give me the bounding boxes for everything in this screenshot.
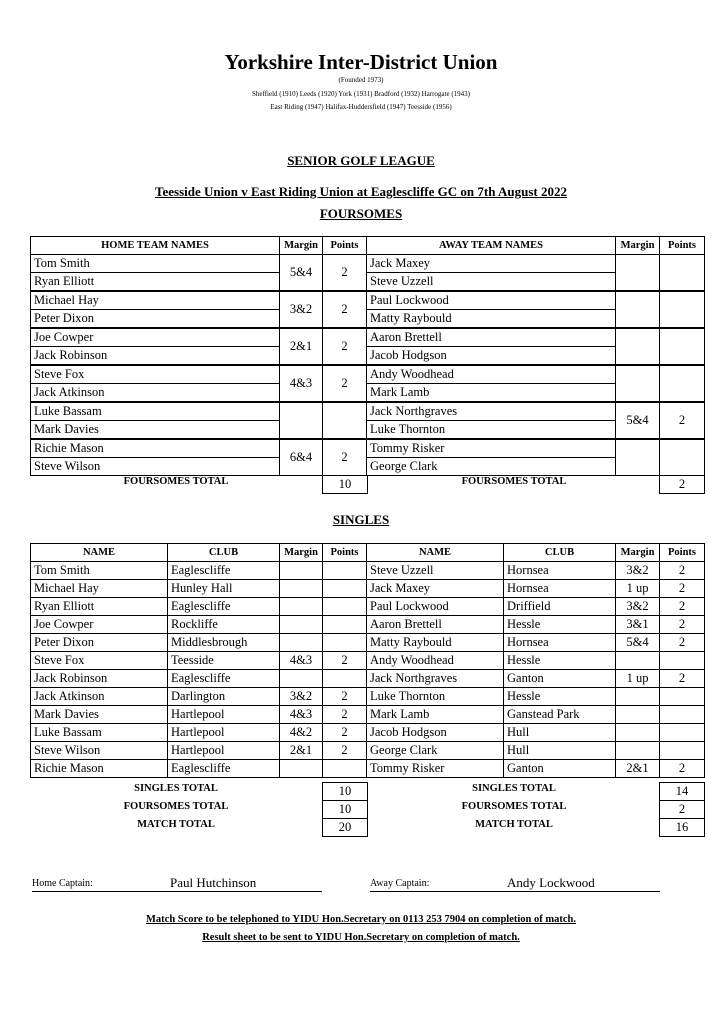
- home-margin: 3&2: [280, 688, 323, 706]
- foursome-pair-row: [31, 365, 705, 384]
- foursomes-total-label: FOURSOMES TOTAL: [123, 801, 229, 812]
- home-points: [323, 616, 367, 634]
- home-player-name: Luke Bassam: [31, 724, 168, 742]
- home-player-name: Michael Hay: [31, 580, 168, 598]
- singles-total-label: SINGLES TOTAL: [134, 783, 218, 794]
- foursome-pair-row-second: [31, 421, 705, 440]
- home-player-club: Hartlepool: [168, 724, 280, 742]
- away-margin: [616, 742, 660, 760]
- singles-match-row: [31, 562, 705, 580]
- header-margin: Margin: [280, 544, 323, 562]
- foursome-pair-row-second: [31, 273, 705, 292]
- away-points: [660, 439, 705, 476]
- header-club: CLUB: [504, 544, 616, 562]
- away-points: 2: [660, 562, 705, 580]
- header-home-team: HOME TEAM NAMES: [31, 237, 280, 255]
- page-title: Yorkshire Inter-District Union: [224, 50, 498, 74]
- away-player-club: Ganstead Park: [504, 706, 616, 724]
- away-player-name: George Clark: [367, 742, 504, 760]
- home-points: 2: [323, 724, 367, 742]
- away-margin: [616, 652, 660, 670]
- home-points: [323, 634, 367, 652]
- away-margin: 2&1: [616, 760, 660, 778]
- home-player-2: Steve Wilson: [31, 458, 280, 476]
- foursome-pair-row: [31, 291, 705, 310]
- away-margin: [616, 706, 660, 724]
- away-player-name: Jack Northgraves: [367, 670, 504, 688]
- singles-match-row: [31, 670, 705, 688]
- header-name: NAME: [31, 544, 168, 562]
- footer-result-note: Result sheet to be sent to YIDU Hon.Secretary on completion of match.: [202, 932, 520, 943]
- home-points: 2: [323, 328, 367, 365]
- away-player-club: Hornsea: [504, 580, 616, 598]
- away-margin: [616, 255, 660, 292]
- away-player-2: Jacob Hodgson: [367, 347, 616, 366]
- away-foursomes-total: 2: [659, 475, 705, 494]
- league-heading: SENIOR GOLF LEAGUE: [287, 153, 435, 168]
- away-player-club: Hornsea: [504, 562, 616, 580]
- home-points: [323, 670, 367, 688]
- foursome-pair-row: [31, 402, 705, 421]
- away-player-2: Matty Raybould: [367, 310, 616, 329]
- match-total-label: MATCH TOTAL: [475, 819, 553, 830]
- singles-match-row: [31, 652, 705, 670]
- singles-match-row: [31, 742, 705, 760]
- home-points: 2: [323, 742, 367, 760]
- singles-match-row: [31, 598, 705, 616]
- away-player-name: Aaron Brettell: [367, 616, 504, 634]
- singles-match-row: [31, 760, 705, 778]
- home-player-name: Peter Dixon: [31, 634, 168, 652]
- home-player-club: Darlington: [168, 688, 280, 706]
- home-margin: [280, 760, 323, 778]
- away-margin: 3&1: [616, 616, 660, 634]
- away-player-1: Tommy Risker: [367, 439, 616, 458]
- header-margin: Margin: [280, 237, 323, 255]
- home-player-club: Eaglescliffe: [168, 670, 280, 688]
- header-away-team: AWAY TEAM NAMES: [367, 237, 616, 255]
- home-margin: 2&1: [280, 328, 323, 365]
- away-margin: [616, 688, 660, 706]
- home-player-club: Middlesbrough: [168, 634, 280, 652]
- foursome-pair-row: [31, 255, 705, 273]
- singles-match-row: [31, 616, 705, 634]
- away-player-2: Luke Thornton: [367, 421, 616, 440]
- home-player-1: Joe Cowper: [31, 328, 280, 347]
- away-captain-name: Andy Lockwood: [507, 875, 595, 890]
- away-player-name: Tommy Risker: [367, 760, 504, 778]
- home-margin: 6&4: [280, 439, 323, 476]
- away-points: 2: [660, 670, 705, 688]
- home-points: [323, 760, 367, 778]
- away-player-name: Luke Thornton: [367, 688, 504, 706]
- singles-table: [30, 543, 705, 778]
- home-player-2: Jack Atkinson: [31, 384, 280, 403]
- home-player-club: Teesside: [168, 652, 280, 670]
- home-player-name: Mark Davies: [31, 706, 168, 724]
- away-points: 2: [660, 580, 705, 598]
- away-player-name: Matty Raybould: [367, 634, 504, 652]
- header-name: NAME: [367, 544, 504, 562]
- home-player-1: Tom Smith: [31, 255, 280, 273]
- home-player-name: Steve Wilson: [31, 742, 168, 760]
- home-points: 2: [323, 652, 367, 670]
- home-player-1: Michael Hay: [31, 291, 280, 310]
- home-margin: 4&3: [280, 706, 323, 724]
- away-player-club: Ganton: [504, 670, 616, 688]
- away-margin: 1 up: [616, 670, 660, 688]
- away-points: [660, 255, 705, 292]
- away-player-2: Mark Lamb: [367, 384, 616, 403]
- home-captain-line: [32, 891, 322, 892]
- home-player-1: Steve Fox: [31, 365, 280, 384]
- away-margin: 3&2: [616, 598, 660, 616]
- away-points: [660, 291, 705, 328]
- singles-match-row: [31, 706, 705, 724]
- home-points: [323, 562, 367, 580]
- away-points: [660, 706, 705, 724]
- home-player-name: Richie Mason: [31, 760, 168, 778]
- singles-match-row: [31, 724, 705, 742]
- foursomes-total-label: FOURSOMES TOTAL: [123, 476, 229, 487]
- home-margin: [280, 402, 323, 439]
- home-captain-name: Paul Hutchinson: [170, 875, 257, 890]
- home-player-name: Steve Fox: [31, 652, 168, 670]
- singles-total-label: SINGLES TOTAL: [472, 783, 556, 794]
- foursome-pair-row-second: [31, 384, 705, 403]
- away-points: [660, 652, 705, 670]
- away-margin: [616, 724, 660, 742]
- home-points: [323, 402, 367, 439]
- away-player-name: Andy Woodhead: [367, 652, 504, 670]
- home-player-1: Richie Mason: [31, 439, 280, 458]
- away-points: [660, 688, 705, 706]
- home-player-name: Ryan Elliott: [31, 598, 168, 616]
- foursomes-table: [30, 236, 705, 476]
- away-player-2: Steve Uzzell: [367, 273, 616, 292]
- home-points: [323, 580, 367, 598]
- districts-line-2: East Riding (1947) Halifax-Huddersfield (1947) Teesside (1956): [270, 103, 452, 111]
- home-margin: 4&3: [280, 365, 323, 402]
- home-player-name: Joe Cowper: [31, 616, 168, 634]
- home-margin: 4&3: [280, 652, 323, 670]
- away-player-name: Mark Lamb: [367, 706, 504, 724]
- header-club: CLUB: [168, 544, 280, 562]
- away-player-club: Hessle: [504, 688, 616, 706]
- foursomes-total-label: FOURSOMES TOTAL: [461, 476, 567, 487]
- home-player-1: Luke Bassam: [31, 402, 280, 421]
- header-points: Points: [323, 544, 367, 562]
- home-points: 2: [323, 688, 367, 706]
- home-margin: [280, 562, 323, 580]
- home-margin: 2&1: [280, 742, 323, 760]
- home-player-2: Jack Robinson: [31, 347, 280, 366]
- away-player-club: Hull: [504, 724, 616, 742]
- home-points: 2: [323, 255, 367, 292]
- away-player-1: Jack Maxey: [367, 255, 616, 273]
- home-margin: 4&2: [280, 724, 323, 742]
- home-match-total: 20: [322, 818, 368, 837]
- away-player-club: Ganton: [504, 760, 616, 778]
- away-player-club: Hull: [504, 742, 616, 760]
- away-margin: 1 up: [616, 580, 660, 598]
- home-player-club: Eaglescliffe: [168, 562, 280, 580]
- foursomes-heading: FOURSOMES: [319, 206, 403, 221]
- founded-line: (Founded 1973): [338, 76, 384, 84]
- home-player-club: Hartlepool: [168, 742, 280, 760]
- away-player-1: Jack Northgraves: [367, 402, 616, 421]
- away-player-1: Paul Lockwood: [367, 291, 616, 310]
- away-margin: [616, 365, 660, 402]
- away-player-1: Aaron Brettell: [367, 328, 616, 347]
- away-player-name: Jack Maxey: [367, 580, 504, 598]
- home-points: 2: [323, 291, 367, 328]
- foursome-pair-row-second: [31, 458, 705, 476]
- header-margin: Margin: [616, 237, 660, 255]
- home-margin: [280, 634, 323, 652]
- foursomes-total-label: FOURSOMES TOTAL: [461, 801, 567, 812]
- home-points: 2: [323, 439, 367, 476]
- home-player-2: Peter Dixon: [31, 310, 280, 329]
- away-margin: [616, 328, 660, 365]
- away-player-club: Hessle: [504, 616, 616, 634]
- home-player-name: Tom Smith: [31, 562, 168, 580]
- home-margin: 5&4: [280, 255, 323, 292]
- home-singles-total: 10: [322, 782, 368, 800]
- home-points: 2: [323, 706, 367, 724]
- singles-match-row: [31, 580, 705, 598]
- header-points: Points: [660, 544, 705, 562]
- home-points: [323, 598, 367, 616]
- home-player-club: Eaglescliffe: [168, 598, 280, 616]
- away-margin: [616, 291, 660, 328]
- foursome-pair-row: [31, 328, 705, 347]
- away-margin: 5&4: [616, 402, 660, 439]
- away-player-name: Paul Lockwood: [367, 598, 504, 616]
- away-foursomes-carry-total: 2: [659, 800, 705, 818]
- away-player-club: Driffield: [504, 598, 616, 616]
- away-points: 2: [660, 402, 705, 439]
- home-margin: [280, 616, 323, 634]
- home-points: 2: [323, 365, 367, 402]
- footer-telephone-note: Match Score to be telephoned to YIDU Hon.Secretary on 0113 253 7904 on completion of match.: [146, 914, 576, 925]
- home-player-name: Jack Robinson: [31, 670, 168, 688]
- home-margin: [280, 580, 323, 598]
- away-margin: 3&2: [616, 562, 660, 580]
- header-points: Points: [660, 237, 705, 255]
- away-player-name: Jacob Hodgson: [367, 724, 504, 742]
- away-points: [660, 742, 705, 760]
- home-player-club: Hunley Hall: [168, 580, 280, 598]
- away-captain-line: [370, 891, 660, 892]
- foursome-pair-row-second: [31, 310, 705, 329]
- header-points: Points: [323, 237, 367, 255]
- away-points: 2: [660, 616, 705, 634]
- away-points: [660, 328, 705, 365]
- away-points: 2: [660, 634, 705, 652]
- away-player-club: Hessle: [504, 652, 616, 670]
- districts-line-1: Sheffield (1910) Leeds (1920) York (1931) Bradford (1932) Harrogate (1943): [252, 90, 470, 98]
- away-player-1: Andy Woodhead: [367, 365, 616, 384]
- away-margin: [616, 439, 660, 476]
- away-points: [660, 365, 705, 402]
- foursome-pair-row: [31, 439, 705, 458]
- home-margin: 3&2: [280, 291, 323, 328]
- home-player-club: Rockliffe: [168, 616, 280, 634]
- away-points: 2: [660, 760, 705, 778]
- away-points: 2: [660, 598, 705, 616]
- singles-match-row: [31, 634, 705, 652]
- foursome-pair-row-second: [31, 347, 705, 366]
- away-player-2: George Clark: [367, 458, 616, 476]
- away-points: [660, 724, 705, 742]
- match-heading: Teesside Union v East Riding Union at Eaglescliffe GC on 7th August 2022: [155, 184, 567, 199]
- singles-heading: SINGLES: [332, 512, 390, 527]
- home-player-club: Hartlepool: [168, 706, 280, 724]
- away-singles-total: 14: [659, 782, 705, 800]
- away-player-name: Steve Uzzell: [367, 562, 504, 580]
- singles-match-row: [31, 688, 705, 706]
- home-foursomes-carry-total: 10: [322, 800, 368, 818]
- home-player-2: Ryan Elliott: [31, 273, 280, 292]
- home-captain-label: Home Captain:: [32, 878, 93, 889]
- away-captain-label: Away Captain:: [370, 878, 430, 889]
- away-match-total: 16: [659, 818, 705, 837]
- home-player-club: Eaglescliffe: [168, 760, 280, 778]
- away-player-club: Hornsea: [504, 634, 616, 652]
- home-player-2: Mark Davies: [31, 421, 280, 440]
- header-margin: Margin: [616, 544, 660, 562]
- match-total-label: MATCH TOTAL: [137, 819, 215, 830]
- away-margin: 5&4: [616, 634, 660, 652]
- home-player-name: Jack Atkinson: [31, 688, 168, 706]
- home-margin: [280, 670, 323, 688]
- home-margin: [280, 598, 323, 616]
- home-foursomes-total: 10: [322, 475, 368, 494]
